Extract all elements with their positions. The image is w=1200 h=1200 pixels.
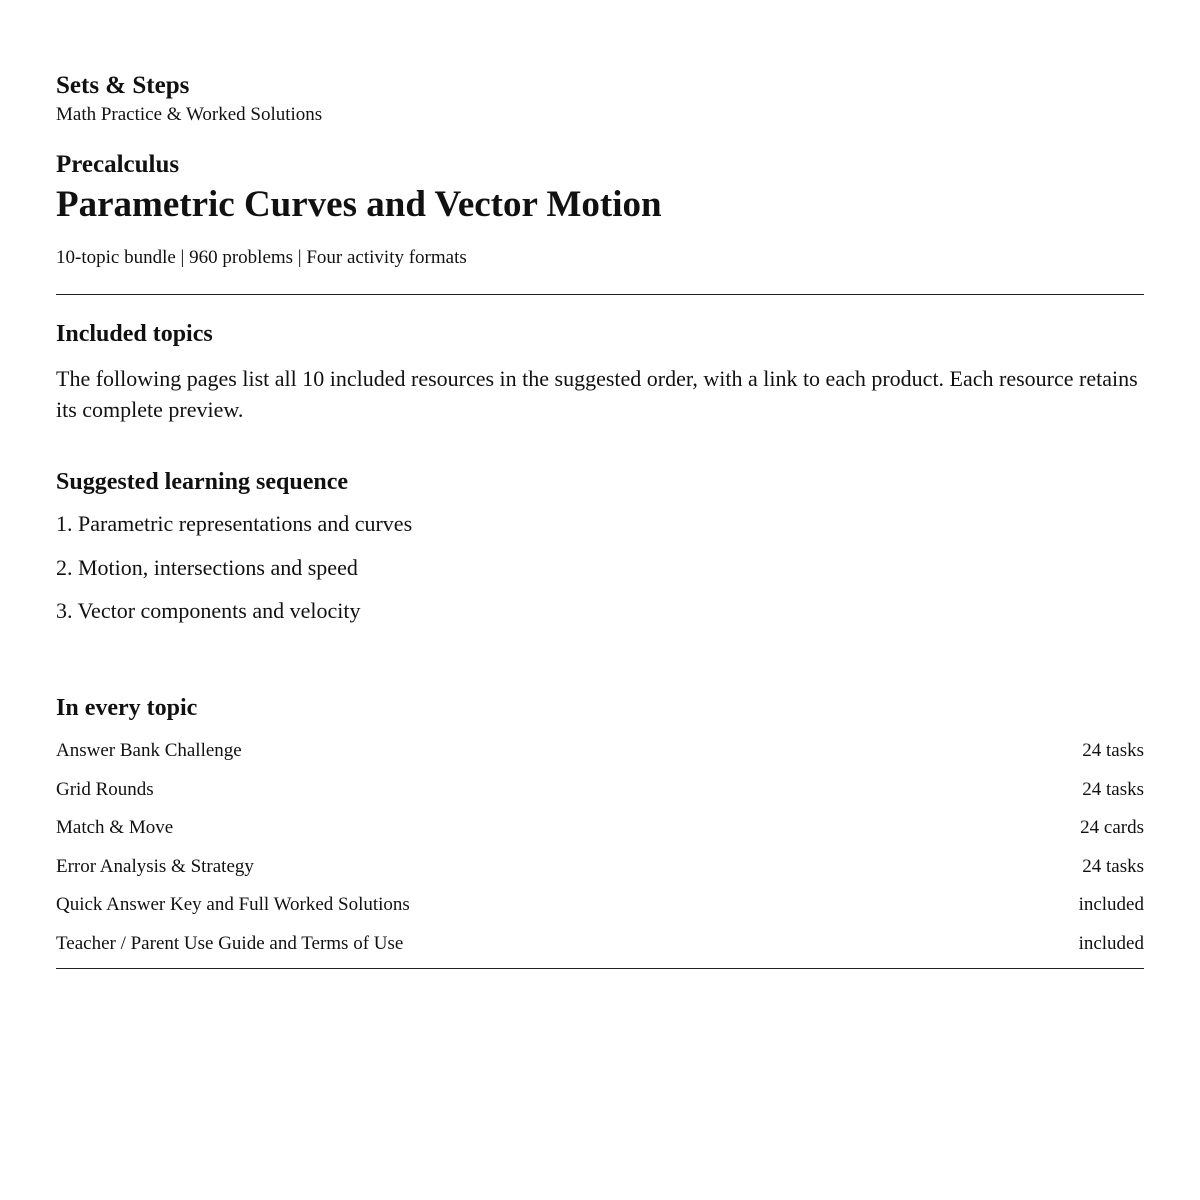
format-label: Match & Move: [56, 817, 174, 838]
format-row: [56, 855, 1144, 894]
sequence-item: 3. Vector components and velocity: [56, 598, 361, 623]
format-row: [56, 932, 1144, 971]
every-topic-heading: In every topic: [56, 695, 198, 721]
brand-tagline: Math Practice & Worked Solutions: [56, 104, 323, 125]
format-quantity: 24 tasks: [1082, 740, 1144, 761]
format-label: Grid Rounds: [56, 778, 154, 800]
format-quantity: 24 cards: [1080, 817, 1144, 838]
subject-label: Precalculus: [56, 151, 180, 178]
format-quantity: 24 tasks: [1082, 855, 1144, 877]
brand-name: Sets & Steps: [56, 72, 190, 99]
learning-sequence-heading: Suggested learning sequence: [56, 469, 349, 495]
format-quantity: included: [1078, 894, 1144, 915]
learning-sequence-list: [56, 509, 1144, 626]
included-topics-heading: Included topics: [56, 321, 213, 347]
divider-bottom: [56, 968, 1144, 969]
format-label: Teacher / Parent Use Guide and Terms of Use: [56, 932, 404, 954]
format-quantity: 24 tasks: [1082, 778, 1144, 800]
sequence-item: 2. Motion, intersections and speed: [56, 554, 358, 580]
divider-top: [56, 294, 1144, 295]
format-label: Quick Answer Key and Full Worked Solutions: [56, 894, 410, 915]
format-row: [56, 778, 1144, 817]
format-label: Answer Bank Challenge: [56, 740, 242, 761]
format-row: [56, 893, 1144, 932]
format-row: [56, 816, 1144, 855]
format-quantity: included: [1078, 932, 1144, 954]
product-title: Parametric Curves and Vector Motion: [56, 184, 662, 225]
activity-format-list: [56, 739, 1144, 970]
included-topics-text: The following pages list all 10 included resources in the suggested order, with a link to each product. Each resource retains its complete preview.: [56, 366, 1138, 422]
format-label: Error Analysis & Strategy: [56, 855, 254, 877]
format-row: [56, 739, 1144, 778]
sequence-item: 1. Parametric representations and curves: [56, 511, 413, 536]
bundle-summary: 10-topic bundle | 960 problems | Four activity formats: [56, 247, 467, 268]
